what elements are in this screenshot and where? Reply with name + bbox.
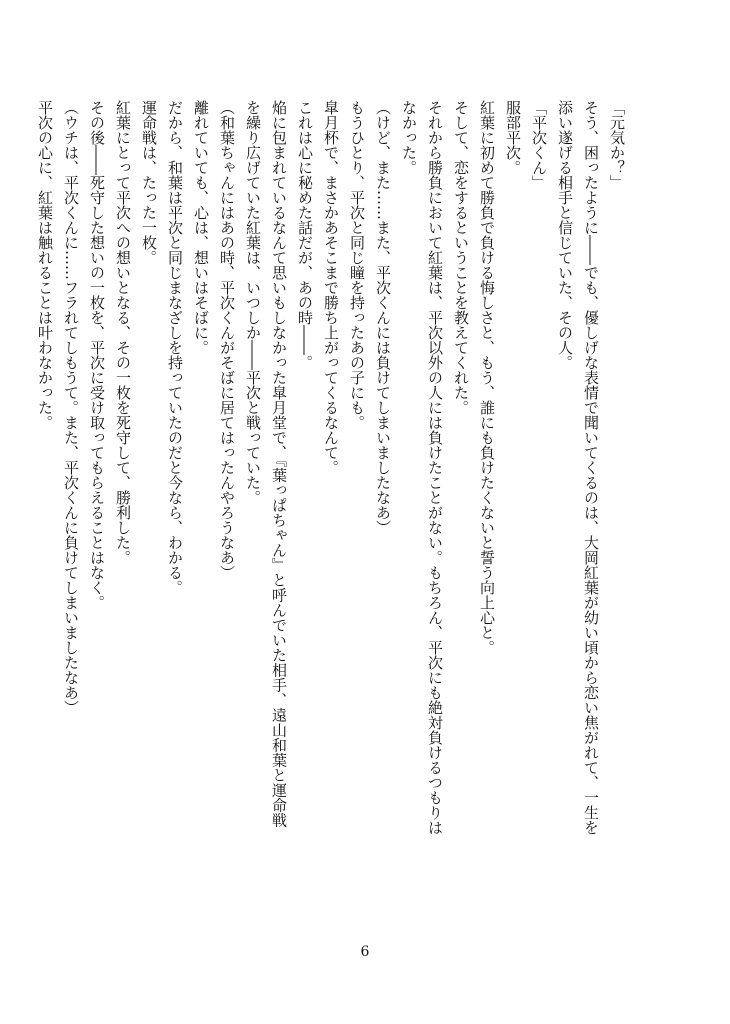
text-line: 平次の心に、紅葉は触れることは叶わなかった。	[36, 100, 54, 430]
text-line: 服部平次。	[504, 100, 522, 175]
text-line: 運命戦は、たった一枚。	[140, 100, 158, 265]
text-line: 皐月杯で、まさかあそこまで勝ち上がってくるなんて。	[322, 100, 340, 475]
text-line: これは心に秘めた話だが、あの時――。	[296, 100, 314, 370]
page-number: 6	[360, 944, 370, 960]
text-line: 紅葉にとって平次への想いとなる、その一枚を死守して、勝利した。	[114, 100, 132, 565]
text-line: 焔に包まれているなんて思いもしなかった皐月堂で、『葉っぱちゃん』と呼んでいた相手、遠山和葉と運命戦を繰り広げていた紅葉は、いつしか――平次と戦っていた。	[244, 100, 288, 828]
text-line: （ウチは、平次くんに……フラれてしもうて。また、平次くんに負けてしまいましたなあ）	[62, 100, 80, 715]
text-line: 「元気か？」	[608, 100, 626, 190]
text-line: 「平次くん」	[530, 100, 548, 190]
text-line: （和葉ちゃんにはあの時、平次くんがそばに居てはったんやろうなあ）	[218, 100, 236, 580]
text-line: その後――死守した想いの一枚を、平次に受け取ってもらえることはなく。	[88, 100, 106, 610]
text-line: もうひとり、平次と同じ瞳を持ったあの子にも。	[348, 100, 366, 430]
text-line: だから、和葉は平次と同じまなざしを持っていたのだと今なら、わかる。	[166, 100, 184, 595]
text-line: それから勝負において紅葉は、平次以外の人には負けたことがない。もちろん、平次にも絶対負けるつもりはなかった。	[400, 100, 444, 835]
text-line: 離れていても、心は、想いはそばに。	[192, 100, 210, 355]
text-line: そう、困ったように――でも、優しげな表情で聞いてくるのは、大岡紅葉が幼い頃から恋い焦がれて、一生を添い遂げる相手と信じていた、その人。	[556, 100, 600, 835]
vertical-text-body	[36, 100, 630, 840]
text-line: そして、恋をするということを教えてくれた。	[452, 100, 470, 415]
text-line: 紅葉に初めて勝負で負ける悔しさと、もう、誰にも負けたくないと誓う向上心と。	[478, 100, 496, 655]
text-line: （けど、また……また、平次くんには負けてしまいましたなあ）	[374, 100, 392, 535]
